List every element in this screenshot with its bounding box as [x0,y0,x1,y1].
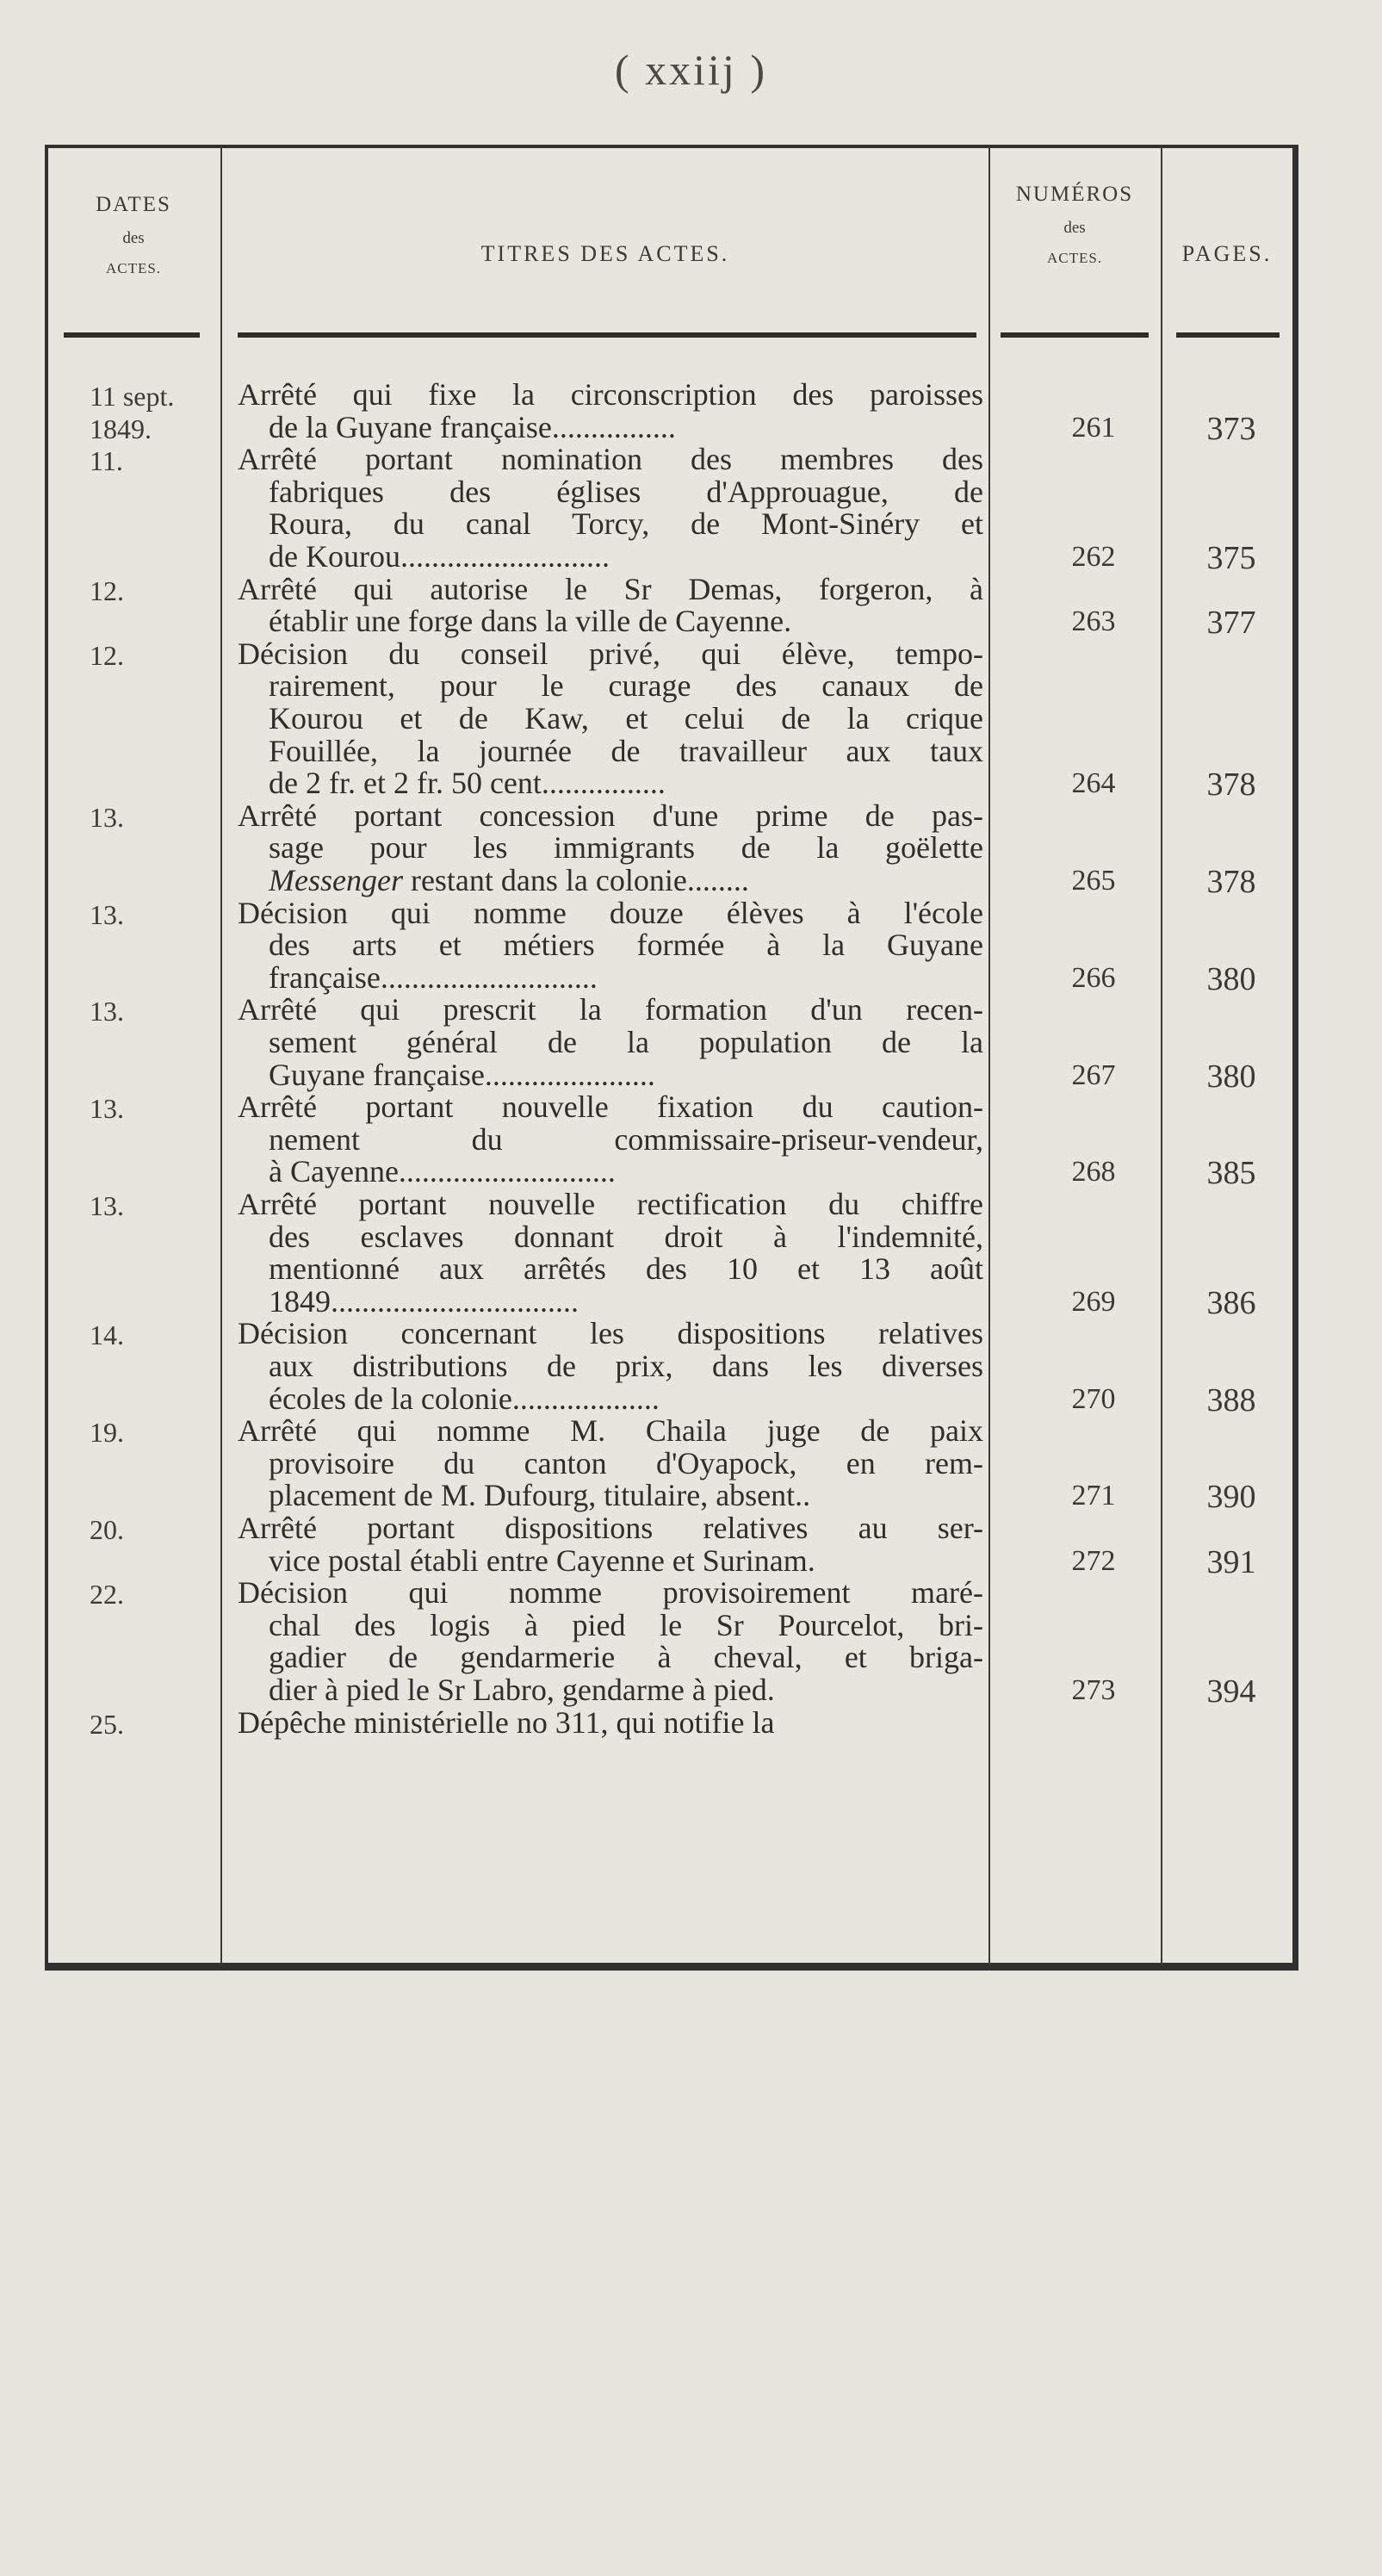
row-title-line: sement général de la population de la [269,1024,983,1059]
row-title-line: Arrêté portant nomination des membres des [238,442,983,477]
row-numero: 268 [1071,1156,1116,1189]
row-title-line: Kourou et de Kaw, et celui de la crique [269,700,983,736]
row-title-line: mentionné aux arrêtés des 10 et 13 août [269,1251,983,1287]
row-numero: 271 [1071,1480,1116,1512]
row-numero: 269 [1071,1285,1116,1318]
row-title-line: Roura, du canal Torcy, de Mont-Sinéry et [269,506,983,542]
row-title-line: Arrêté qui autorise le Sr Demas, forgeron, à [238,571,983,606]
row-page: 394 [1206,1673,1256,1710]
row-date: 20. [90,1514,124,1545]
header-rule [1001,332,1149,338]
row-page: 391 [1206,1543,1256,1580]
row-date: 12. [90,639,124,671]
row-page: 375 [1206,540,1256,576]
row-title-line: Arrêté qui nomme M. Chaila juge de paix [238,1413,983,1449]
row-title-line: rairement, pour le curage des canaux de [269,668,983,704]
row-title-line: placement de M. Dufourg, titulaire, absent.. [269,1478,811,1513]
row-title-line: Décision du conseil privé, qui élève, tempo- [238,636,983,671]
row-title [238,571,983,639]
row-numero: 264 [1071,767,1116,800]
row-title-line: Arrêté portant nouvelle fixation du caution- [238,1089,983,1125]
header-numeros-line1: NUMÉROS [1015,183,1134,206]
row-title-line: Arrêté portant dispositions relatives au ser- [238,1511,983,1545]
row-date: 22. [90,1579,124,1611]
row-title-line: des esclaves donnant droit à l'indemnité, [269,1219,983,1254]
row-title-line: établir une forge dans la ville de Cayenne. [269,604,792,639]
row-title-line: vice postal établi entre Cayenne et Surinam. [269,1542,815,1578]
row-date: 19. [90,1417,124,1449]
header-titres: TITRES DES ACTES. [480,241,730,266]
row-numero: 263 [1071,605,1116,638]
row-title-line: écoles de la colonie................... [269,1381,660,1416]
row-numero: 273 [1071,1674,1116,1706]
row-title [238,1512,983,1577]
row-title [238,1091,983,1189]
column-divider [988,146,990,1965]
row-title [238,1189,983,1318]
row-title-line: sage pour les immigrants de la goëlette [269,830,983,866]
header-rule [238,332,976,338]
row-title [238,1704,983,1740]
row-title-line: de Kourou........................... [269,538,610,574]
row-page: 380 [1206,1058,1256,1095]
row-title [238,800,983,897]
row-page: 373 [1206,410,1256,447]
row-title [238,897,983,995]
row-page: 380 [1206,960,1256,997]
row-date: 14. [90,1319,124,1351]
row-title-line: Décision qui nomme douze élèves à l'école [238,895,983,930]
row-title [238,1415,983,1512]
header-numeros-line2: des [1063,219,1086,237]
row-page: 377 [1206,605,1256,642]
column-divider [220,146,222,1965]
row-title-line: 1849................................ [269,1283,579,1319]
row-title-line: gadier de gendarmerie à cheval, et briga- [269,1640,983,1675]
row-title [238,994,983,1091]
header-dates [52,193,215,277]
row-date: 13. [90,801,124,833]
row-title-line: Décision qui nomme provisoirement maré- [238,1575,983,1611]
row-title-line: de la Guyane française................ [269,409,676,444]
row-numero: 261 [1071,411,1116,444]
row-numero: 272 [1071,1544,1116,1577]
row-title-line: à Cayenne............................ [269,1154,616,1189]
row-title-line: Messenger restant dans la colonie........ [269,862,749,897]
row-title [238,379,983,444]
row-title-line: provisoire du canton d'Oyapock, en rem- [269,1445,983,1480]
row-page: 388 [1206,1381,1256,1418]
row-title-line: fabriques des églises d'Approuague, de [269,474,983,509]
row-title-line: de 2 fr. et 2 fr. 50 cent................ [269,766,666,801]
row-date: 11 sept. [90,381,175,412]
row-title-line: Fouillée, la journée de travailleur aux taux [269,733,983,768]
row-date: 12. [90,574,124,606]
row-numero: 267 [1071,1058,1116,1091]
row-date: 25. [90,1708,124,1740]
row-page: 378 [1206,864,1256,900]
row-numero: 266 [1071,961,1116,994]
row-title [238,638,983,800]
header-rule [64,332,200,338]
row-title [238,1577,983,1706]
header-numeros [990,183,1159,267]
row-title-line: Arrêté qui prescrit la formation d'un recen- [238,992,983,1027]
header-dates-line3: ACTES. [105,260,162,276]
row-title-line: des arts et métiers formée à la Guyane [269,928,983,963]
page-header: ( xxiij ) [615,46,767,94]
row-title-line: Guyane française...................... [269,1057,655,1092]
row-page: 390 [1206,1479,1256,1516]
row-title-line: Décision concernant les dispositions relatives [238,1316,983,1351]
ship-name: Messenger [269,862,403,897]
row-date-year: 1849. [90,413,152,444]
row-date: 13. [90,898,124,930]
row-title-line: Arrêté qui fixe la circonscription des paroisses [238,377,983,412]
row-numero: 262 [1071,541,1116,573]
row-date: 13. [90,996,124,1027]
row-page: 386 [1206,1284,1256,1321]
row-date: 13. [90,1190,124,1221]
header-rule [1176,332,1280,338]
row-date: 11. [90,445,123,477]
row-title [238,1318,983,1415]
row-title-line: française............................ [269,959,598,995]
header-dates-line1: DATES [96,193,171,216]
row-title-line: nement du commissaire-priseur-vendeur, [269,1121,983,1157]
row-page: 378 [1206,767,1256,804]
row-title-line: Dépêche ministérielle no 311, qui notifie la [238,1704,775,1740]
row-title-line: chal des logis à pied le Sr Pourcelot, bri- [269,1607,983,1642]
row-title [238,444,983,573]
row-title-line: Arrêté portant concession d'une prime de pas- [238,798,983,833]
row-date: 13. [90,1093,124,1125]
row-page: 385 [1206,1155,1256,1192]
row-numero: 270 [1071,1382,1116,1415]
row-title-line: dier à pied le Sr Labro, gendarme à pied. [269,1672,775,1707]
row-title-line: Arrêté portant nouvelle rectification du chiffre [238,1187,983,1221]
row-title-line: aux distributions de prix, dans les diverses [269,1348,983,1383]
header-pages: PAGES. [1181,241,1273,266]
header-numeros-line3: ACTES. [1046,250,1103,266]
row-numero: 265 [1071,865,1116,897]
header-dates-line2: des [122,229,145,247]
